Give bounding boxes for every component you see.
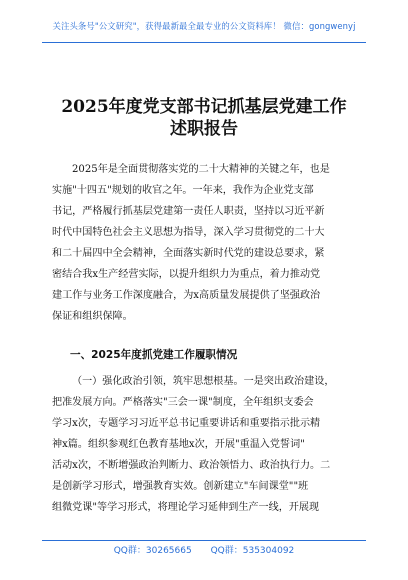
document-title-line-2: 述职报告 [170, 119, 238, 139]
paragraph-line: 组微党课"等学习形式，将理论学习延伸到生产一线，开展现 [52, 502, 320, 513]
document-title-line-1: 2025年度党支部书记抓基层党建工作 [61, 97, 347, 117]
section-heading: 一、2025年度抓党建工作履职情况 [70, 349, 238, 361]
footer-divider [42, 540, 366, 541]
footer [0, 543, 408, 556]
paragraph-line: （一）强化政治引领，筑牢思想根基。一是突出政治建设， [72, 376, 335, 387]
paragraph-line: 2025年是全面贯彻落实党的二十大精神的关键之年，也是 [72, 164, 330, 175]
header-banner: 关注头条号"公文研究"，获得最新最全最专业的公文资料库！ 微信：gongwenyj [52, 21, 356, 31]
paragraph-line: 是创新学习形式，增强教育实效。创新建立"车间课堂""班 [52, 481, 309, 492]
header-divider [42, 42, 366, 43]
paragraph-line: 和二十届四中全会精神，全面落实新时代党的建设总要求，紧 [52, 248, 325, 259]
paragraph-line: 建工作与业务工作深度融合，为x高质量发展提供了坚强政治 [52, 290, 321, 301]
paragraph-line: 活动x次，不断增强政治判断力、政治领悟力、政治执行力。二 [52, 460, 331, 471]
footer-qq-group-1: QQ群：30265665 [113, 546, 192, 556]
footer-qq-group-2: QQ群：535304092 [210, 546, 295, 556]
paragraph-line: 书记，严格履行抓基层党建第一责任人职责，坚持以习近平新 [52, 206, 325, 217]
paragraph-line: 学习x次，专题学习习近平总书记重要讲话和重要指示批示精 [52, 418, 321, 429]
paragraph-line: 把准发展方向。严格落实"三会一课"制度，全年组织支委会 [52, 397, 314, 408]
paragraph-line: 时代中国特色社会主义思想为指导，深入学习贯彻党的二十大 [52, 227, 325, 238]
paragraph-line: 密结合我x生产经营实际，以提升组织力为重点，着力推动党 [52, 269, 321, 280]
paragraph-line: 保证和组织保障。 [52, 311, 133, 322]
paragraph-line: 实施"十四五"规划的收官之年。一年来，我作为企业党支部 [52, 185, 314, 196]
paragraph-line: 神x篇。组织参观红色教育基地x次，开展"重温入党誓词" [52, 439, 305, 450]
